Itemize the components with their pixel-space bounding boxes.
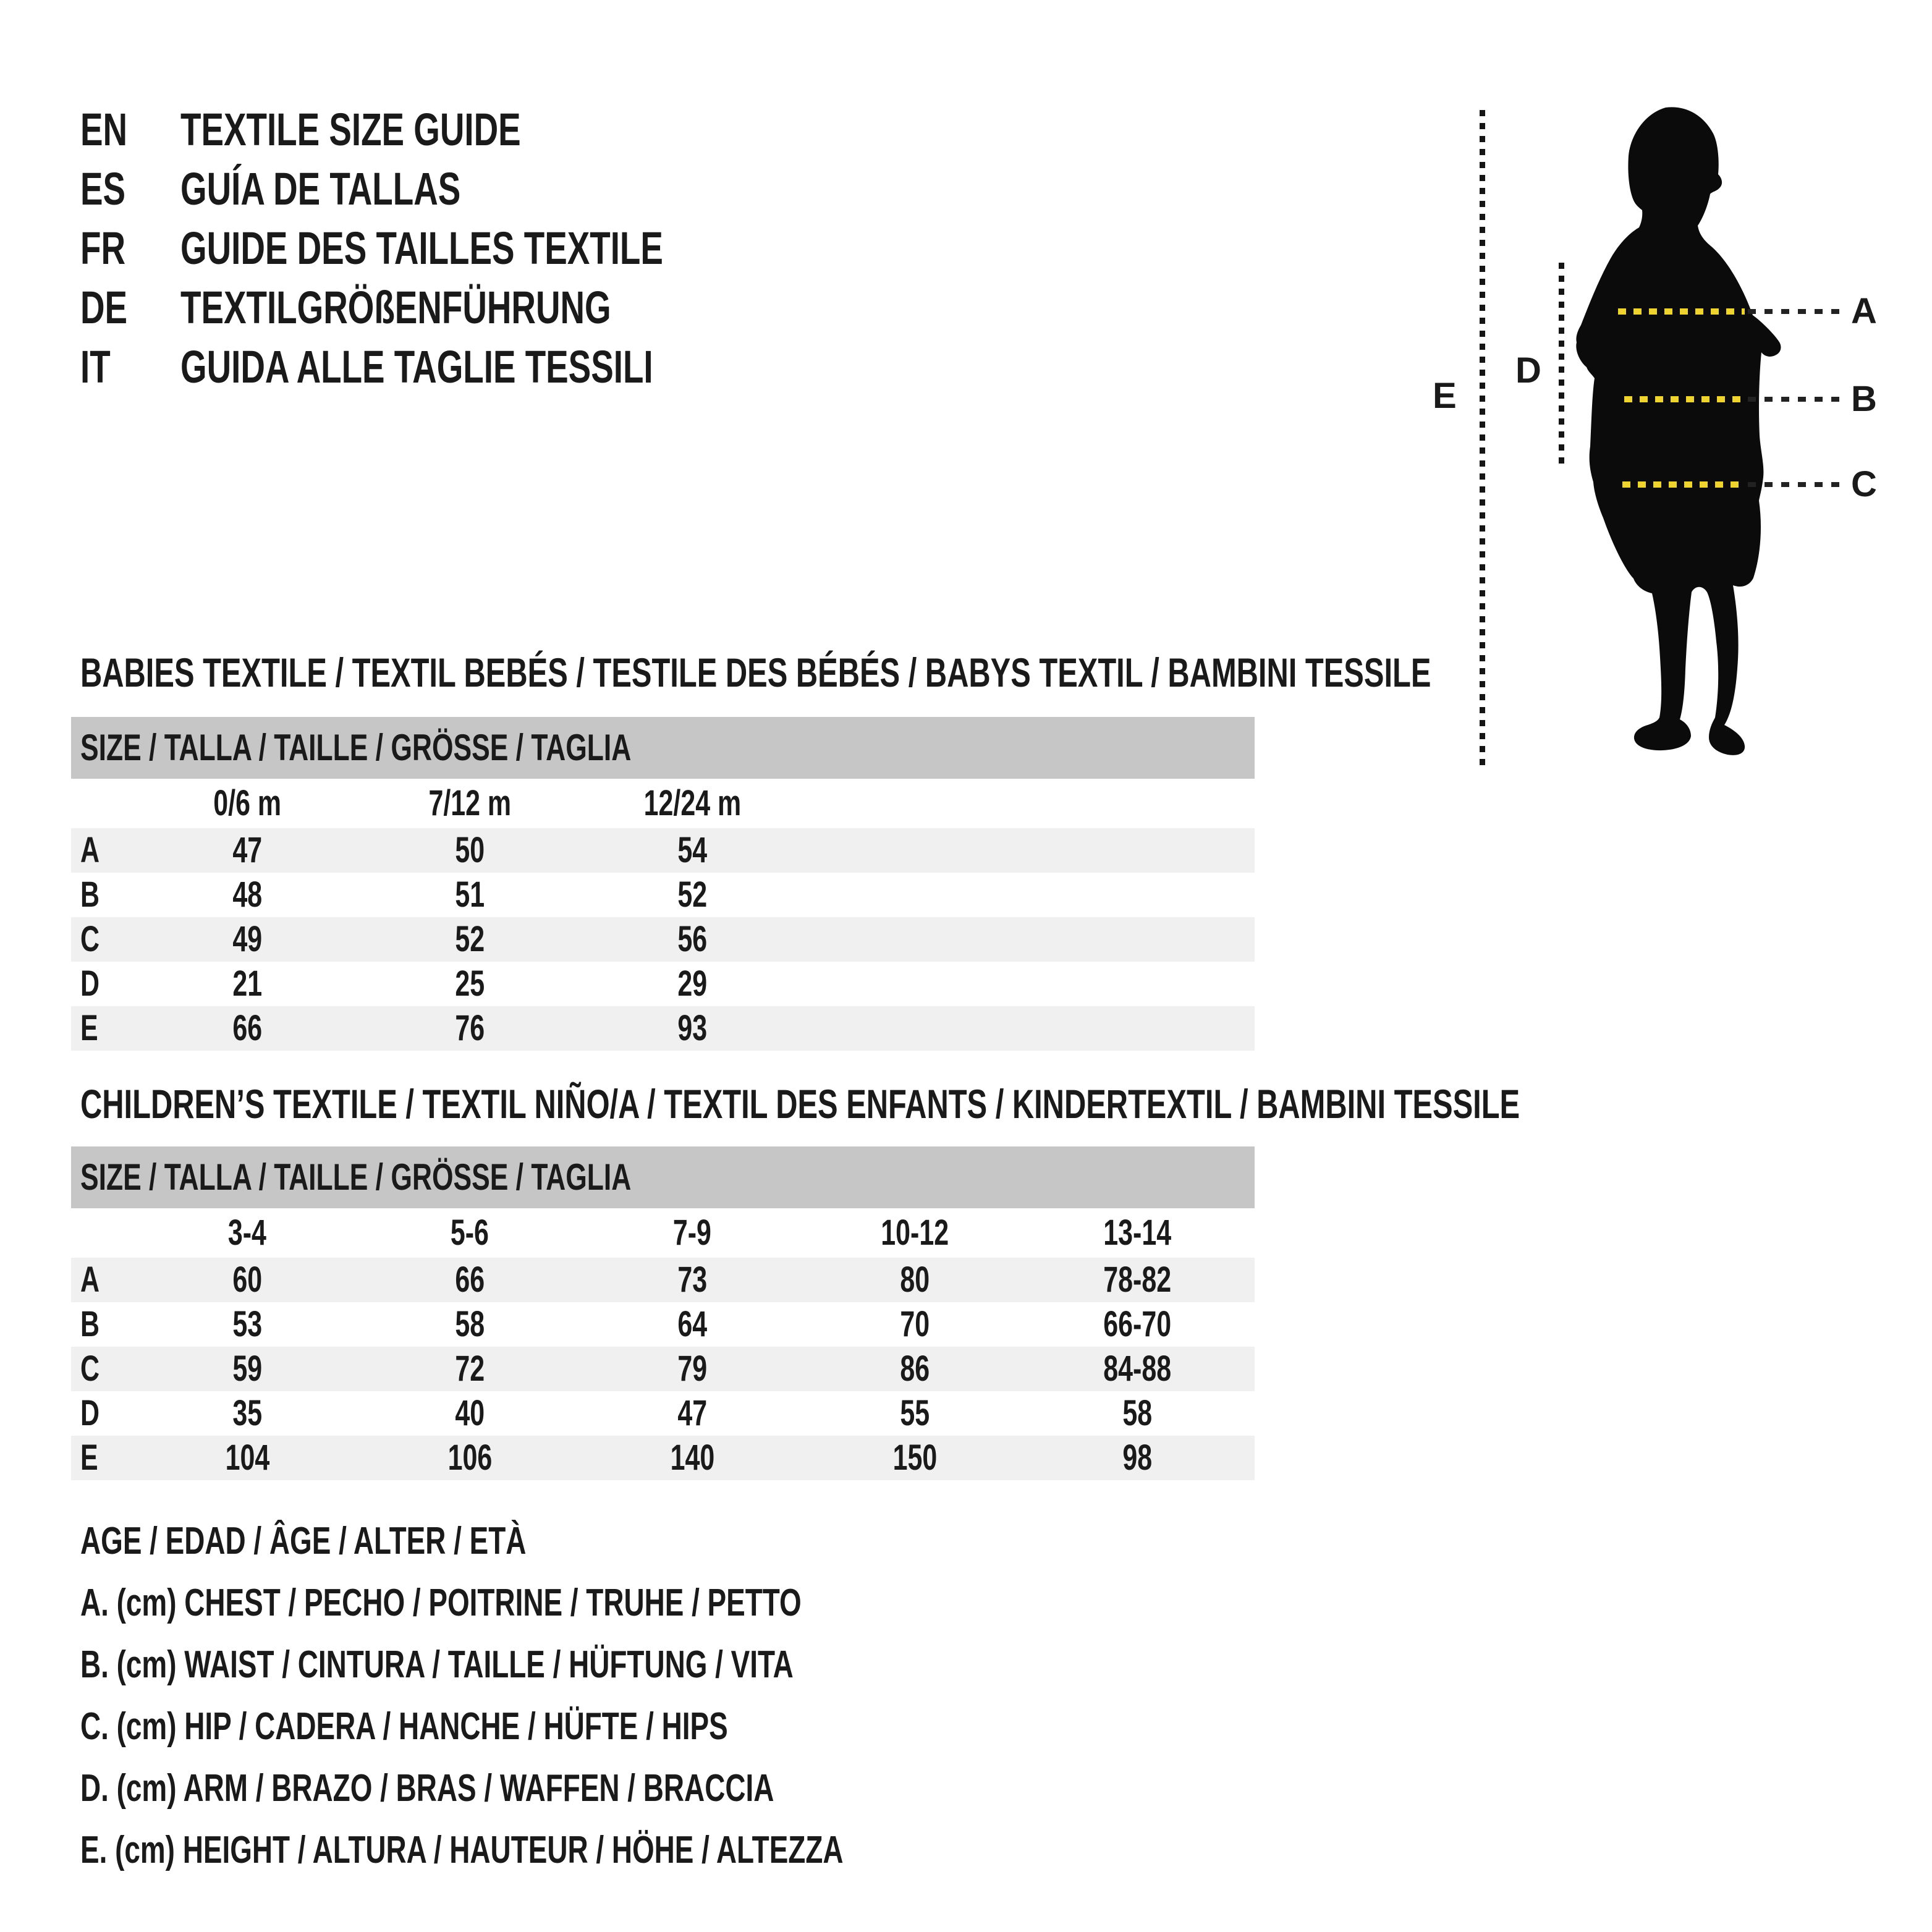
table-cell: 106 xyxy=(447,1438,492,1478)
table-cell: 59 xyxy=(232,1349,262,1389)
language-code: EN xyxy=(80,104,128,155)
children-column-header-row xyxy=(71,1208,1255,1258)
column-header: 13-14 xyxy=(1103,1213,1171,1253)
waist-leader-line-b xyxy=(1748,397,1841,402)
children-row-b xyxy=(71,1302,1255,1347)
table-cell: 66 xyxy=(455,1260,485,1300)
row-label: E xyxy=(80,1438,98,1478)
babies-row-e xyxy=(71,1006,1255,1051)
babies-row-b xyxy=(71,873,1255,917)
table-cell: 53 xyxy=(232,1304,262,1344)
row-label: C xyxy=(80,1349,100,1389)
chest-leader-line-a xyxy=(1748,309,1841,314)
language-title: TEXTILE SIZE GUIDE xyxy=(180,104,521,155)
waist-measure-line-b xyxy=(1624,396,1742,402)
legend-line-chest: A. (cm) CHEST / PECHO / POITRINE / TRUHE / PETTO xyxy=(80,1582,802,1624)
row-label: A xyxy=(80,830,100,870)
table-cell: 51 xyxy=(455,875,485,915)
table-cell: 47 xyxy=(232,830,262,870)
table-cell: 140 xyxy=(670,1438,714,1478)
children-row-c xyxy=(71,1347,1255,1391)
children-row-a xyxy=(71,1258,1255,1302)
babies-row-d xyxy=(71,962,1255,1006)
table-cell: 52 xyxy=(455,919,485,959)
table-cell: 50 xyxy=(455,830,485,870)
column-header: 0/6 m xyxy=(213,783,281,823)
language-code: FR xyxy=(80,222,126,274)
table-cell: 98 xyxy=(1122,1438,1152,1478)
marker-e: E xyxy=(1433,376,1457,416)
table-cell: 47 xyxy=(677,1393,707,1433)
chest-measure-line-a xyxy=(1618,308,1745,315)
table-cell: 60 xyxy=(232,1260,262,1300)
marker-c: C xyxy=(1851,464,1877,504)
language-code: DE xyxy=(80,282,128,333)
marker-d: D xyxy=(1515,350,1541,391)
column-header: 7/12 m xyxy=(428,783,511,823)
table-cell: 40 xyxy=(455,1393,485,1433)
language-code: IT xyxy=(80,341,111,392)
table-cell: 58 xyxy=(1122,1393,1152,1433)
table-cell: 80 xyxy=(900,1260,930,1300)
column-header: 5-6 xyxy=(450,1213,489,1253)
table-cell: 76 xyxy=(455,1008,485,1048)
table-cell: 79 xyxy=(677,1349,707,1389)
legend-line-height: E. (cm) HEIGHT / ALTURA / HAUTEUR / HÖHE / ALTEZZA xyxy=(80,1829,844,1871)
legend-line-arm: D. (cm) ARM / BRAZO / BRAS / WAFFEN / BRACCIA xyxy=(80,1767,774,1810)
children-section-heading: CHILDREN’S TEXTILE / TEXTIL NIÑO/A / TEXTIL DES ENFANTS / KINDERTEXTIL / BAMBINI TESSILE xyxy=(80,1081,1520,1127)
table-cell: 35 xyxy=(232,1393,262,1433)
table-cell: 55 xyxy=(900,1393,930,1433)
language-title: GUIDE DES TAILLES TEXTILE xyxy=(180,222,663,274)
table-cell: 86 xyxy=(900,1349,930,1389)
table-cell: 72 xyxy=(455,1349,485,1389)
language-title: GUIDA ALLE TAGLIE TESSILI xyxy=(180,341,653,392)
column-header: 12/24 m xyxy=(643,783,741,823)
children-row-e xyxy=(71,1436,1255,1480)
language-title: TEXTILGRÖßENFÜHRUNG xyxy=(180,282,611,333)
row-label: A xyxy=(80,1260,100,1300)
row-label: B xyxy=(80,875,100,915)
babies-row-c xyxy=(71,917,1255,962)
table-cell: 84-88 xyxy=(1103,1349,1171,1389)
row-label: D xyxy=(80,964,100,1004)
column-header: 3-4 xyxy=(227,1213,267,1253)
table-cell: 49 xyxy=(232,919,262,959)
row-label: C xyxy=(80,919,100,959)
children-size-header-bar: SIZE / TALLA / TAILLE / GRÖSSE / TAGLIA xyxy=(71,1146,1255,1208)
table-cell: 150 xyxy=(892,1438,937,1478)
table-cell: 56 xyxy=(677,919,707,959)
hip-leader-line-c xyxy=(1748,482,1841,487)
table-cell: 64 xyxy=(677,1304,707,1344)
babies-section-heading: BABIES TEXTILE / TEXTIL BEBÉS / TESTILE DES BÉBÉS / BABYS TEXTIL / BAMBINI TESSILE xyxy=(80,650,1431,695)
table-cell: 48 xyxy=(232,875,262,915)
table-cell: 25 xyxy=(455,964,485,1004)
legend-line-waist: B. (cm) WAIST / CINTURA / TAILLE / HÜFTUNG / VITA xyxy=(80,1643,794,1686)
hip-measure-line-c xyxy=(1622,481,1743,488)
table-cell: 78-82 xyxy=(1103,1260,1171,1300)
column-header: 10-12 xyxy=(881,1213,949,1253)
table-cell: 73 xyxy=(677,1260,707,1300)
babies-row-a xyxy=(71,828,1255,873)
marker-a: A xyxy=(1851,291,1877,331)
table-cell: 21 xyxy=(232,964,262,1004)
table-cell: 29 xyxy=(677,964,707,1004)
language-title: GUÍA DE TALLAS xyxy=(180,163,461,214)
table-cell: 58 xyxy=(455,1304,485,1344)
table-cell: 66 xyxy=(232,1008,262,1048)
arm-guide-line-d xyxy=(1559,263,1564,470)
table-cell: 70 xyxy=(900,1304,930,1344)
marker-b: B xyxy=(1851,379,1877,419)
babies-size-header-bar: SIZE / TALLA / TAILLE / GRÖSSE / TAGLIA xyxy=(71,717,1255,779)
legend-line-age: AGE / EDAD / ÂGE / ALTER / ETÀ xyxy=(80,1520,527,1562)
table-cell: 93 xyxy=(677,1008,707,1048)
children-row-d xyxy=(71,1391,1255,1436)
column-header: 7-9 xyxy=(672,1213,712,1253)
table-cell: 66-70 xyxy=(1103,1304,1171,1344)
legend-line-hip: C. (cm) HIP / CADERA / HANCHE / HÜFTE / HIPS xyxy=(80,1705,728,1748)
babies-column-header-row xyxy=(71,779,1255,828)
row-label: D xyxy=(80,1393,100,1433)
row-label: B xyxy=(80,1304,100,1344)
table-cell: 104 xyxy=(225,1438,269,1478)
language-code: ES xyxy=(80,163,126,214)
row-label: E xyxy=(80,1008,98,1048)
table-cell: 52 xyxy=(677,875,707,915)
table-cell: 54 xyxy=(677,830,707,870)
